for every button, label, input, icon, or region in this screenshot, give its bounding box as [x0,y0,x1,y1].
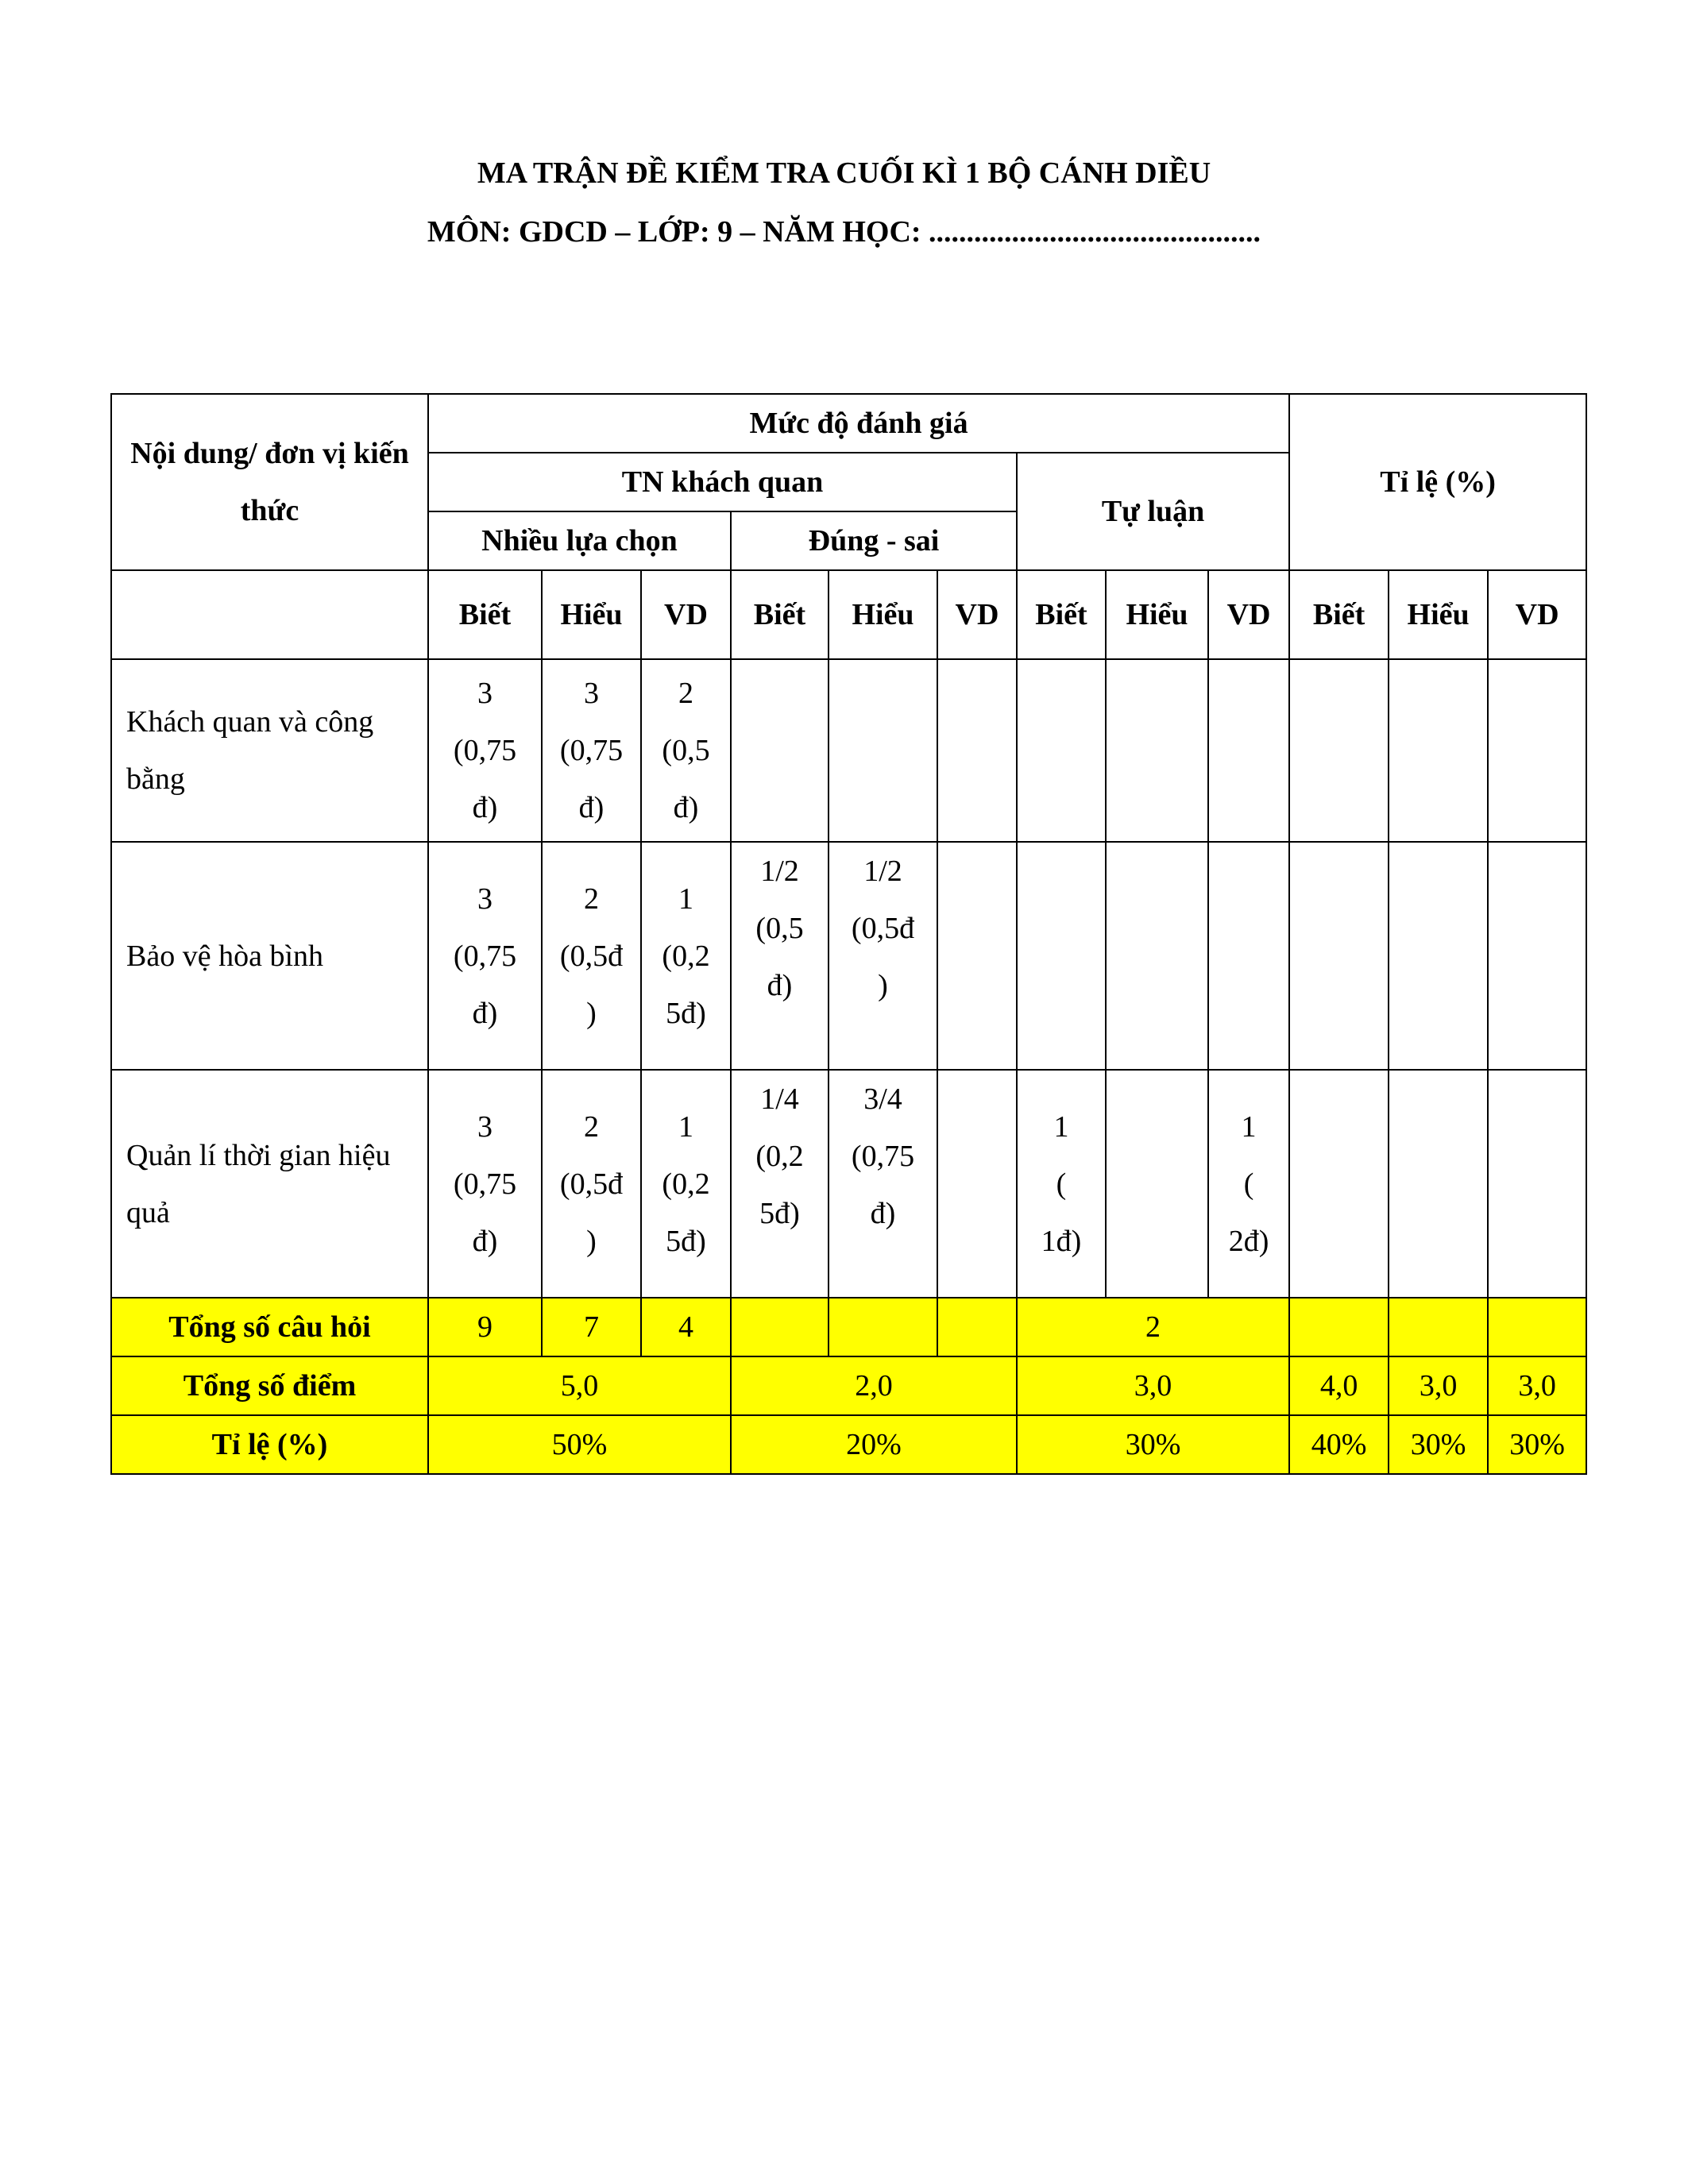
total-questions-cell: 4 [641,1298,731,1356]
ratio-cell: 30% [1488,1415,1586,1474]
matrix-cell [829,842,937,1070]
matrix-cell [731,842,829,1070]
matrix-cell-line: 5đ) [759,1197,800,1230]
matrix-cell [937,1070,1017,1298]
matrix-cell-line: đ) [767,969,793,1002]
matrix-cell [641,1070,731,1298]
sub-header: Biết [428,570,542,659]
matrix-cell [542,1070,641,1298]
matrix-cell [1208,842,1289,1070]
matrix-cell-line: (0,5đ [559,1167,624,1201]
header-tu-luan: Tự luận [1017,453,1289,570]
matrix-cell-line: (0,75 [453,939,517,973]
matrix-cell-line: (0,75 [453,1167,517,1201]
header-nhieu-lua-chon: Nhiều lựa chọn [428,511,731,570]
matrix-cell [1289,842,1389,1070]
total-points-cell: 3,0 [1488,1356,1586,1415]
matrix-cell-line: (0,2 [755,1140,804,1173]
total-points-row [111,1356,1586,1415]
matrix-cell-line: (0,75 [851,1140,915,1173]
sub-header: VD [937,570,1017,659]
page-subtitle: MÔN: GDCD – LỚP: 9 – NĂM HỌC: ............................................ [427,215,1261,249]
matrix-cell-line: (0,5đ [559,939,624,973]
content-unit-label: Quản lí thời gian hiệu quả [111,1070,428,1298]
total-questions-cell [1488,1298,1586,1356]
table-row [111,1070,1586,1298]
total-points-cell: 4,0 [1289,1356,1389,1415]
total-questions-cell: 2 [1017,1298,1289,1356]
matrix-cell-line: 1/2 [760,855,799,888]
matrix-cell-line: 1/2 [863,855,902,888]
matrix-cell-line: 1đ) [1041,1224,1082,1258]
sub-header: Biết [1289,570,1389,659]
header-muc-do: Mức độ đánh giá [428,394,1289,453]
matrix-cell-line: ) [878,969,888,1002]
sub-header: VD [641,570,731,659]
matrix-cell-line: 2 [678,677,693,710]
ratio-cell: 50% [428,1415,731,1474]
total-points-cell: 3,0 [1017,1356,1289,1415]
page-title: MA TRẬN ĐỀ KIỂM TRA CUỐI KÌ 1 BỘ CÁNH DIỀU [477,156,1211,190]
matrix-cell [1017,659,1106,842]
ratio-cell: 20% [731,1415,1017,1474]
row-label: Tổng số câu hỏi [111,1298,428,1356]
header-tn-khach-quan: TN khách quan [428,453,1017,511]
matrix-cell-line: đ) [472,791,498,824]
total-questions-cell [1389,1298,1488,1356]
matrix-cell [1289,659,1389,842]
matrix-cell [1106,842,1208,1070]
ratio-row [111,1415,1586,1474]
sub-header: Hiểu [1389,570,1488,659]
ratio-cell: 40% [1289,1415,1389,1474]
sub-header: VD [1488,570,1586,659]
sub-header-empty [111,570,428,659]
matrix-cell [1017,1070,1106,1298]
header-content-unit: Nội dung/ đơn vị kiến thức [111,394,428,570]
header-dung-sai: Đúng - sai [731,511,1017,570]
matrix-cell-line: ( [1243,1167,1254,1201]
table-row [111,659,1586,842]
total-questions-cell [1289,1298,1389,1356]
matrix-cell-line: đ) [578,791,605,824]
matrix-cell [1017,842,1106,1070]
ratio-cell: 30% [1389,1415,1488,1474]
matrix-cell-line: đ) [472,996,498,1030]
matrix-cell-line: 5đ) [666,996,706,1030]
matrix-cell [1106,1070,1208,1298]
matrix-cell-line: ( [1056,1167,1067,1201]
matrix-cell-line: 2đ) [1228,1224,1269,1258]
matrix-cell [428,659,542,842]
total-questions-cell [937,1298,1017,1356]
matrix-cell-line: 3 [477,1109,492,1144]
sub-header: Biết [731,570,829,659]
total-points-cell: 3,0 [1389,1356,1488,1415]
matrix-cell [1208,1070,1289,1298]
matrix-cell-line: 1 [678,882,693,916]
sub-header: Hiểu [1106,570,1208,659]
matrix-cell-line: 1/4 [760,1082,799,1116]
matrix-cell [829,659,937,842]
row-label: Tỉ lệ (%) [111,1415,428,1474]
total-questions-cell [829,1298,937,1356]
assessment-matrix-table [110,393,1587,1475]
matrix-cell-line: (0,75 [559,734,624,767]
matrix-cell-line: 1 [678,1109,693,1144]
table-row [111,842,1586,1070]
content-unit-label: Khách quan và công bằng [111,659,428,842]
matrix-cell [829,1070,937,1298]
total-questions-cell: 7 [542,1298,641,1356]
ratio-cell: 30% [1017,1415,1289,1474]
sub-header: Hiểu [542,570,641,659]
matrix-cell-line: đ) [870,1197,896,1230]
matrix-cell-line: 3 [584,677,599,710]
matrix-cell-line: 3 [477,882,492,916]
matrix-cell-line: 5đ) [666,1224,706,1258]
total-points-cell: 5,0 [428,1356,731,1415]
total-questions-row [111,1298,1586,1356]
content-unit-label: Bảo vệ hòa bình [111,842,428,1070]
matrix-cell [542,842,641,1070]
matrix-cell [1488,1070,1586,1298]
matrix-cell [1488,659,1586,842]
matrix-cell [428,842,542,1070]
matrix-cell-line: 2 [584,882,599,916]
matrix-cell [1289,1070,1389,1298]
matrix-cell [1389,659,1488,842]
matrix-cell [641,659,731,842]
row-label: Tổng số điểm [111,1356,428,1415]
matrix-cell-line: (0,5đ [851,912,915,945]
matrix-cell [731,1070,829,1298]
matrix-cell-line: (0,5 [662,734,710,767]
matrix-cell-line: đ) [472,1224,498,1258]
sub-header: VD [1208,570,1289,659]
total-points-cell: 2,0 [731,1356,1017,1415]
matrix-cell [1208,659,1289,842]
matrix-cell [937,659,1017,842]
matrix-cell-line: 1 [1053,1109,1069,1144]
matrix-cell [428,1070,542,1298]
matrix-cell-line: (0,2 [662,939,710,973]
matrix-cell [542,659,641,842]
matrix-cell [1106,659,1208,842]
matrix-cell-line: ) [586,996,597,1030]
matrix-cell-line: (0,75 [453,734,517,767]
total-questions-cell [731,1298,829,1356]
matrix-cell [731,659,829,842]
sub-header: Biết [1017,570,1106,659]
header-ti-le: Tỉ lệ (%) [1289,394,1586,570]
matrix-cell-line: 1 [1241,1109,1257,1144]
matrix-cell [1488,842,1586,1070]
sub-header: Hiểu [829,570,937,659]
matrix-cell-line: (0,2 [662,1167,710,1201]
matrix-cell-line: 2 [584,1109,599,1144]
matrix-cell-line: đ) [673,791,699,824]
total-questions-cell: 9 [428,1298,542,1356]
matrix-cell-line: ) [586,1224,597,1258]
matrix-cell [1389,1070,1488,1298]
matrix-cell-line: (0,5 [755,912,804,945]
matrix-cell [641,842,731,1070]
matrix-cell-line: 3 [477,677,492,710]
matrix-cell [1389,842,1488,1070]
matrix-cell [937,842,1017,1070]
matrix-cell-line: 3/4 [863,1082,902,1116]
